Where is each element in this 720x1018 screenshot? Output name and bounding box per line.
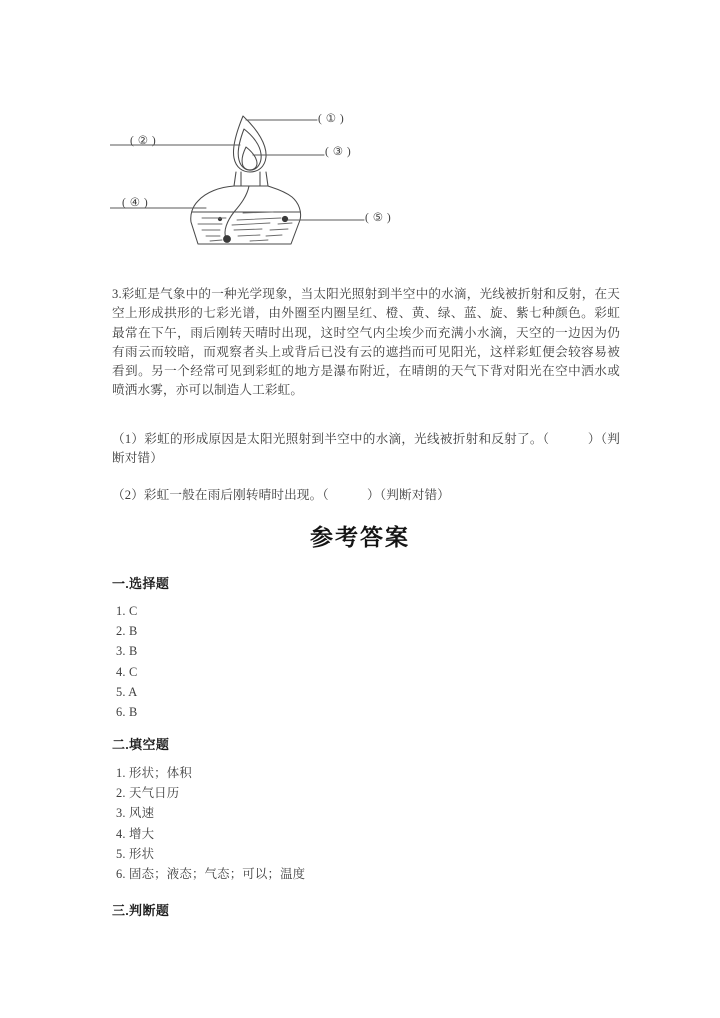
alcohol-lamp-diagram	[110, 100, 440, 255]
wick-collar	[234, 172, 268, 186]
answer-item: 4. 增大	[116, 826, 155, 841]
question-3-sub-1: （1）彩虹的形成原因是太阳光照射到半空中的水滴，光线被折射和反射了。（ ）（判断对错）	[112, 432, 620, 466]
diagram-label-1[interactable]: ( ① )	[318, 113, 345, 125]
diagram-label-5[interactable]: ( ⑤ )	[365, 212, 392, 224]
answer-item: 2. B	[116, 624, 138, 639]
wick-lines	[241, 172, 260, 186]
answer-item: 5. A	[116, 684, 138, 699]
diagram-label-3[interactable]: ( ③ )	[325, 146, 352, 158]
answer-section-heading-judge: 三.判断题	[112, 903, 170, 918]
answer-item: 3. 风速	[116, 806, 155, 821]
wick-tip	[224, 236, 231, 243]
liquid-marker	[282, 216, 287, 221]
answer-item: 1. C	[116, 604, 138, 618]
alcohol-lamp-drawing	[110, 100, 440, 255]
question-3-body: 3.彩虹是气象中的一种光学现象，当太阳光照射到半空中的水滴，光线被折射和反射，在天空上形成拱形的七彩光谱，由外圈至内圈呈红、橙、黄、绿、蓝、旋、紫七种颜色。彩虹最常在下午，雨后刚转天晴时出现，这时空气内尘埃少而充满小水滴，天空的一边因为仍有雨云而较暗，而观察者头上或背后已没有云的遮挡而可见阳光，这样彩虹便会较容易被看到。另一个经常可见到彩虹的地方是瀑布附近，在晴朗的天气下背对阳光在空中洒水或喷洒水雾，亦可以制造人工彩虹。	[112, 287, 620, 398]
answer-item: 6. 固态；液态；气态；可以；温度	[116, 867, 306, 882]
answer-item: 5. 形状	[116, 846, 155, 861]
answer-list-choice	[116, 601, 137, 722]
answer-item: 6. B	[116, 705, 138, 720]
liquid-hatching	[198, 212, 292, 241]
answer-list-fill	[116, 763, 305, 884]
question-3-sub-2: （2）彩虹一般在雨后刚转晴时出现。（ ）（判断对错）	[112, 488, 450, 502]
diagram-label-2[interactable]: ( ② )	[130, 135, 157, 147]
outer-flame-shape	[233, 116, 266, 172]
answer-item: 4. C	[116, 664, 138, 679]
flame-core-shape	[242, 147, 257, 170]
answer-item: 1. 形状；体积	[116, 766, 192, 780]
answer-item: 3. B	[116, 644, 138, 659]
diagram-label-4[interactable]: ( ④ )	[122, 197, 149, 209]
answer-key-title: 参考答案	[310, 525, 410, 550]
answer-section-heading-choice: 一.选择题	[112, 576, 170, 591]
answer-section-heading-fill: 二.填空题	[112, 737, 170, 752]
answer-item: 2. 天气日历	[116, 786, 180, 801]
